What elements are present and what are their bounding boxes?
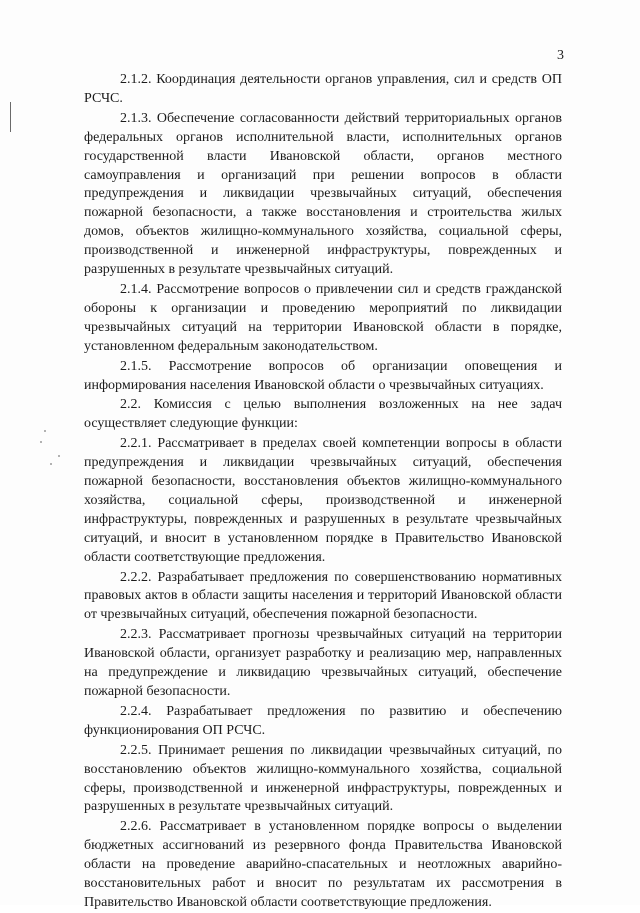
document-body [84,71,562,913]
scan-speck [50,463,52,465]
paragraph-2-2-6: 2.2.6. Рассматривает в установленном порядке вопросы о выделении бюджетных ассигнований из резервного фонда Правительства Ивановской области на проведение аварийно-спасательных и неотложных аварийно-восстановительных работ и вносит по результатам их рассмотрения в Правительство Ивановской области соответствующие предложения. [84,819,562,910]
scan-margin-mark [10,102,11,132]
scan-speck [40,441,42,443]
paragraph-2-1-3: 2.1.3. Обеспечение согласованности действий территориальных органов федеральных органов исполнительной власти, исполнительных органов государственной власти Ивановской области, органов местного самоуправления и организаций при решении вопросов в области предупреждения и ликвидации чрезвычайных ситуаций, обеспечения пожарной безопасности, а также восстановления и строительства жилых домов, объектов жилищно-коммунального хозяйства, социальной сферы, производственной и инженерной инфраструктуры, поврежденных и разрушенных в результате чрезвычайных ситуаций. [84,110,562,278]
paragraph-2-2-1: 2.2.1. Рассматривает в пределах своей компетенции вопросы в области предупреждения и ликвидации чрезвычайных ситуаций, обеспечения пожарной безопасности, восстановления объектов жилищно-коммунального хозяйства, социальной сферы, производственной и инженерной инфраструктуры, поврежденных и разрушенных в результате чрезвычайных ситуаций, и вносит в установленном порядке в Правительство Ивановской области соответствующие предложения. [84,436,562,565]
paragraph-2-2: 2.2. Комиссия с целью выполнения возложенных на нее задач осуществляет следующие функции: [84,397,562,432]
paragraph-2-1-2: 2.1.2. Координация деятельности органов управления, сил и средств ОП РСЧС. [84,72,562,106]
paragraph-2-1-4: 2.1.4. Рассмотрение вопросов о привлечении сил и средств гражданской обороны к организации и проведению мероприятий по ликвидации чрезвычайных ситуаций на территории Ивановской области в порядке, установленном федеральным законодательством. [84,281,562,354]
paragraph-2-2-4: 2.2.4. Разрабатывает предложения по развитию и обеспечению функционирования ОП РСЧС. [84,703,562,738]
scan-speck [58,455,60,457]
page-number: 3 [557,48,564,63]
scan-speck [44,430,46,432]
paragraph-2-2-3: 2.2.3. Рассматривает прогнозы чрезвычайных ситуаций на территории Ивановской области, организует разработку и реализацию мер, направленных на предупреждение и ликвидацию чрезвычайных ситуаций, обеспечение пожарной безопасности. [84,627,562,699]
paragraph-2-1-5: 2.1.5. Рассмотрение вопросов об организации оповещения и информирования населения Ивановской области о чрезвычайных ситуациях. [84,358,562,393]
paragraph-2-2-5: 2.2.5. Принимает решения по ликвидации чрезвычайных ситуаций, по восстановлению объектов жилищно-коммунального хозяйства, социальной сферы, производственной и инженерной инфраструктуры, поврежденных и разрушенных в результате чрезвычайных ситуаций. [84,742,562,815]
paragraph-2-2-2: 2.2.2. Разрабатывает предложения по совершенствованию нормативных правовых актов в области защиты населения и территорий Ивановской области от чрезвычайных ситуаций, обеспечения пожарной безопасности. [84,569,562,623]
